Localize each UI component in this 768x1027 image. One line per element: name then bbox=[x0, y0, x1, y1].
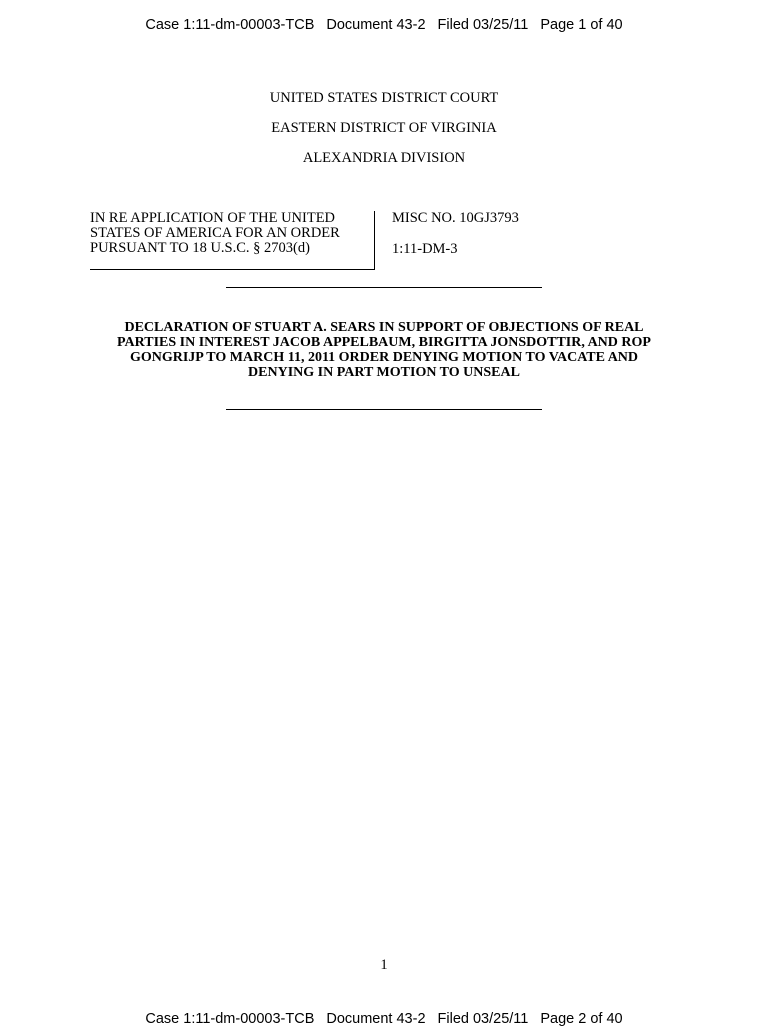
document-title bbox=[0, 320, 768, 380]
case-caption-numbers bbox=[392, 211, 519, 256]
case-caption-matter bbox=[90, 211, 375, 270]
caption-matter-line: IN RE APPLICATION OF THE UNITED bbox=[90, 210, 336, 226]
filed-date: Filed 03/25/11 bbox=[437, 17, 529, 33]
court-name: UNITED STATES DISTRICT COURT bbox=[269, 90, 499, 106]
caption-matter-line: STATES OF AMERICA FOR AN ORDER bbox=[90, 225, 340, 241]
title-line: GONGRIJP TO MARCH 11, 2011 ORDER DENYING MOTION TO VACATE AND bbox=[129, 350, 639, 365]
docket-number: 1:11-DM-3 bbox=[392, 240, 458, 257]
page-number: 1 bbox=[380, 957, 388, 973]
misc-number: MISC NO. 10GJ3793 bbox=[392, 210, 519, 226]
filed-date: Filed 03/25/11 bbox=[437, 1011, 529, 1027]
title-line: DECLARATION OF STUART A. SEARS IN SUPPORT OF OBJECTIONS OF REAL bbox=[124, 320, 644, 335]
title-rule-top bbox=[226, 287, 542, 288]
court-division: ALEXANDRIA DIVISION bbox=[302, 150, 466, 166]
case-number: Case 1:11-dm-00003-TCB bbox=[145, 1011, 315, 1027]
page-of-total: Page 1 of 40 bbox=[540, 17, 623, 33]
document-number: Document 43-2 bbox=[326, 17, 426, 33]
title-line: DENYING IN PART MOTION TO UNSEAL bbox=[248, 365, 520, 380]
caption-matter-line: PURSUANT TO 18 U.S.C. § 2703(d) bbox=[90, 240, 310, 256]
document-number: Document 43-2 bbox=[326, 1011, 426, 1027]
title-line: PARTIES IN INTEREST JACOB APPELBAUM, BIRGITTA JONSDOTTIR, AND ROP bbox=[117, 335, 651, 350]
court-district: EASTERN DISTRICT OF VIRGINIA bbox=[271, 120, 497, 136]
filing-header-bottom bbox=[0, 1012, 768, 1027]
page-of-total: Page 2 of 40 bbox=[540, 1011, 623, 1027]
filing-header-top bbox=[0, 18, 768, 33]
case-number: Case 1:11-dm-00003-TCB bbox=[145, 17, 315, 33]
title-rule-bottom bbox=[226, 409, 542, 410]
